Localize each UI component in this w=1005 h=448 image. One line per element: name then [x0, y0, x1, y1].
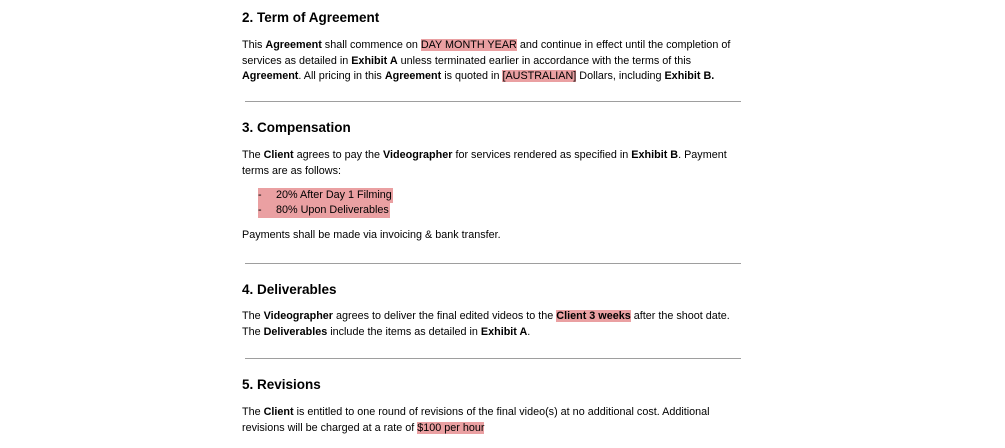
text: .: [527, 325, 531, 338]
term-line-1: [242, 38, 762, 54]
text: The: [242, 149, 264, 161]
text: services as detailed in: [242, 54, 352, 67]
text: agrees to deliver the final edited videos to the: [333, 310, 557, 322]
payment-terms-list: [258, 188, 393, 218]
list-item: [258, 203, 393, 218]
bold-videographer: Videographer: [263, 310, 334, 322]
term-paragraph: [242, 38, 762, 85]
text: and continue in effect until the completion of: [516, 39, 731, 51]
bold-deliverables: Deliverables: [263, 325, 328, 338]
bold-exhibit-b: Exhibit B: [631, 149, 679, 161]
term-line-2: [242, 54, 762, 70]
bold-exhibit-a: Exhibit A: [480, 325, 528, 338]
payment-term-text: 80% Upon Deliverables: [276, 204, 389, 216]
text: shall commence on: [321, 39, 421, 51]
deliverables-line-1: [242, 309, 762, 325]
text: Dollars, including: [576, 70, 665, 82]
section-heading-revisions: 5. Revisions: [242, 377, 321, 392]
revisions-line-1: [242, 405, 762, 421]
text: for services rendered as specified in: [452, 149, 632, 161]
section-divider: [245, 263, 741, 264]
compensation-line-1: [242, 148, 762, 164]
bold-exhibit-a: Exhibit A: [351, 54, 398, 67]
highlight-hourly-rate: $100 per hour: [417, 421, 485, 434]
bold-videographer: Videographer: [383, 149, 453, 161]
highlight-currency: [AUSTRALIAN]: [502, 70, 577, 82]
text: The: [242, 325, 264, 338]
bold-client: Client: [263, 406, 294, 418]
revisions-paragraph: [242, 405, 762, 436]
payment-term-text: 20% After Day 1 Filming: [276, 189, 392, 201]
bold-exhibit-b: Exhibit B.: [664, 70, 715, 82]
text: unless terminated earlier in accordance with the terms of this: [397, 54, 692, 67]
list-item: [258, 188, 393, 203]
text: The: [242, 406, 264, 418]
text: revisions will be charged at a rate of: [242, 421, 418, 434]
section-heading-deliverables: 4. Deliverables: [242, 282, 337, 297]
bullet-dash: -: [258, 204, 262, 216]
highlight-delivery-time: Client 3 weeks: [556, 310, 631, 322]
deliverables-line-2: [242, 325, 762, 341]
text: is entitled to one round of revisions of the final video(s) at no additional cost. Additional: [293, 406, 710, 418]
bold-agreement: Agreement: [242, 70, 299, 82]
text: . Payment: [678, 149, 727, 161]
bold-agreement: Agreement: [265, 39, 322, 51]
highlight-start-date: DAY MONTH YEAR: [420, 39, 517, 51]
text: . All pricing in this: [298, 70, 385, 82]
bullet-dash: -: [258, 189, 262, 201]
text: is quoted in: [441, 70, 503, 82]
compensation-line-2: terms are as follows:: [242, 164, 342, 177]
text: The: [242, 310, 264, 322]
bold-agreement: Agreement: [384, 70, 442, 82]
section-divider: [245, 358, 741, 359]
compensation-paragraph: [242, 148, 762, 179]
section-heading-compensation: 3. Compensation: [242, 120, 351, 135]
deliverables-paragraph: [242, 309, 762, 340]
bold-client: Client: [263, 149, 294, 161]
payments-text: Payments shall be made via invoicing & bank transfer.: [242, 229, 501, 241]
text: This: [242, 39, 266, 51]
text: include the items as detailed in: [327, 325, 481, 338]
payments-note: [242, 228, 762, 244]
revisions-line-2: [242, 421, 762, 437]
text: after the shoot date.: [630, 310, 730, 322]
text: agrees to pay the: [293, 149, 384, 161]
section-divider: [245, 101, 741, 102]
section-heading-term: 2. Term of Agreement: [242, 10, 380, 25]
term-line-3: [242, 69, 762, 85]
